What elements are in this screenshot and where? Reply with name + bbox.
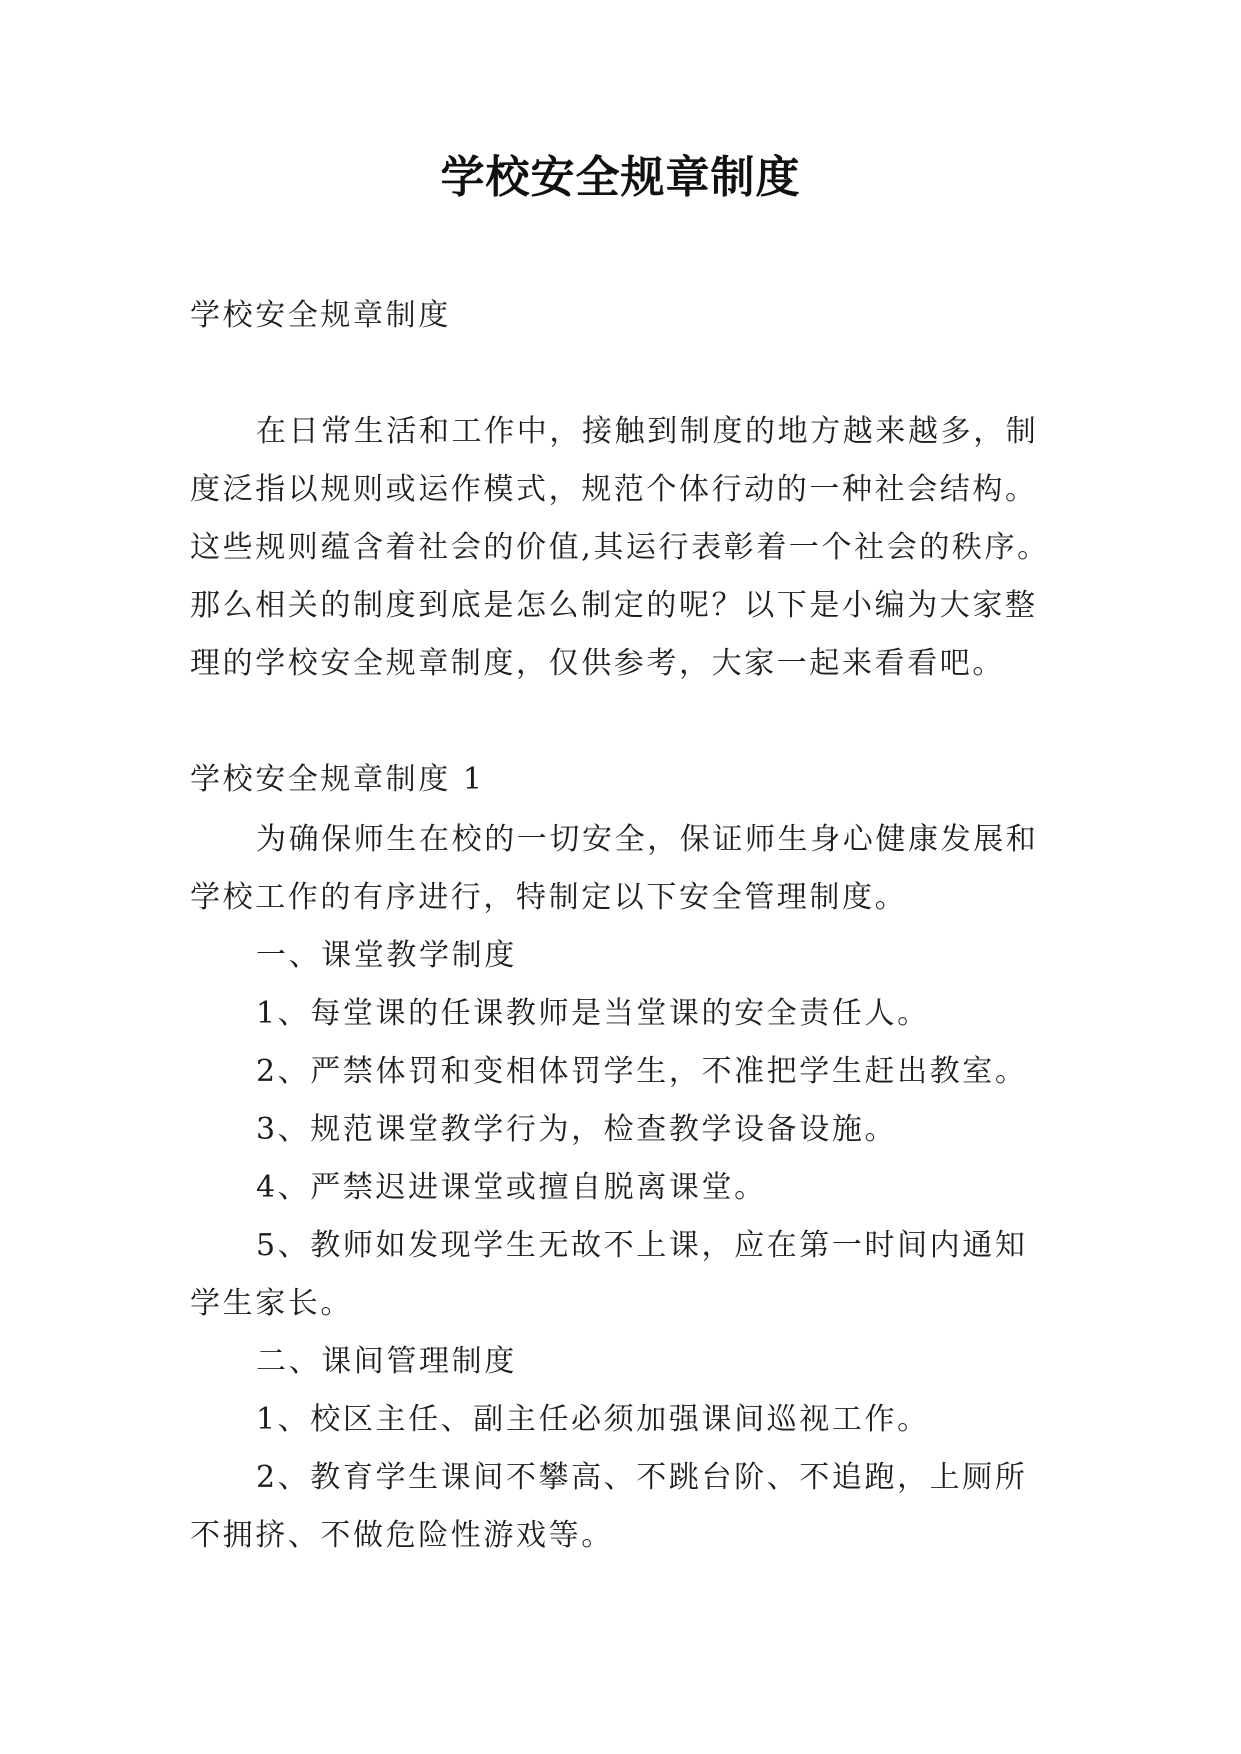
document-subtitle: 学校安全规章制度: [190, 298, 451, 333]
rule-item: 2、教育学生课间不攀高、不跳台阶、不追跑，上厕所不拥挤、不做危险性游戏等。: [190, 1460, 1028, 1553]
rule-item: 4、严禁迟进课堂或擅自脱离课堂。: [256, 1170, 767, 1205]
intro-paragraph: 在日常生活和工作中，接触到制度的地方越来越多，制度泛指以规则或运作模式，规范个体行动的一种社会结构。这些规则蕴含着社会的价值,其运行表彰着一个社会的秩序。那么相关的制度到底是怎么制定的呢？以下是小编为大家整理的学校安全规章制度，仅供参考，大家一起来看看吧。: [190, 414, 1050, 681]
section-body: [190, 811, 1060, 1565]
rule-item: 3、规范课堂教学行为，检查教学设备设施。: [256, 1112, 898, 1147]
section-heading: 学校安全规章制度 1: [190, 762, 485, 797]
document-title: 学校安全规章制度: [440, 152, 801, 203]
rule-item: 1、每堂课的任课教师是当堂课的安全责任人。: [256, 996, 930, 1031]
paragraph-purpose: 为确保师生在校的一切安全，保证师生身心健康发展和学校工作的有序进行，特制定以下安全管理制度。: [190, 822, 1039, 915]
rule-item: 2、严禁体罚和变相体罚学生，不准把学生赶出教室。: [256, 1054, 1028, 1089]
heading-break-rules: 二、课间管理制度: [256, 1344, 517, 1379]
rule-item: 5、教师如发现学生无故不上课，应在第一时间内通知学生家长。: [190, 1228, 1028, 1321]
heading-classroom-rules: 一、课堂教学制度: [256, 938, 517, 973]
rule-item: 1、校区主任、副主任必须加强课间巡视工作。: [256, 1402, 930, 1437]
